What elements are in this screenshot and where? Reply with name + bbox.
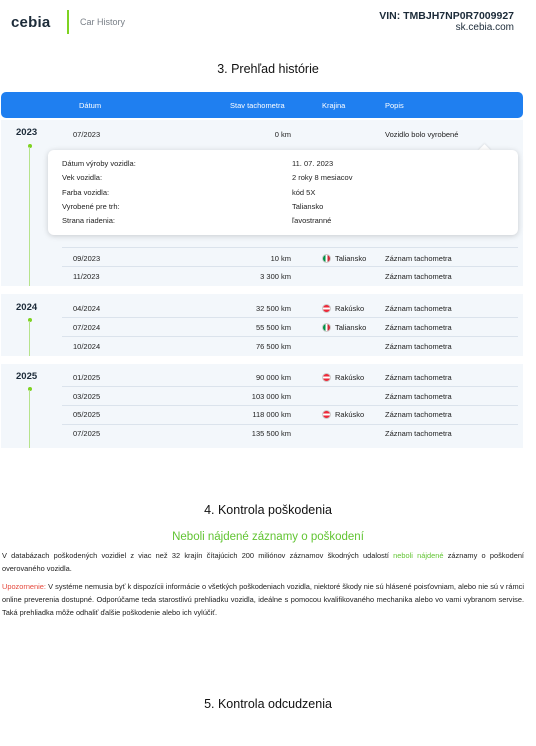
para-highlight: neboli nájdené bbox=[393, 551, 444, 560]
row-description: Záznam tachometra bbox=[385, 429, 452, 438]
para-text: záznamy o poškodení overovaného vozidla. bbox=[2, 551, 524, 573]
report-header bbox=[0, 0, 536, 46]
table-row[interactable] bbox=[0, 125, 536, 143]
col-header-description: Popis bbox=[385, 101, 404, 110]
table-row[interactable] bbox=[0, 249, 536, 267]
austria-flag-icon bbox=[322, 304, 331, 313]
report-subtitle: Car History bbox=[80, 17, 126, 27]
italy-flag-icon bbox=[322, 323, 331, 332]
row-description: Záznam tachometra bbox=[385, 373, 452, 382]
row-country bbox=[322, 304, 364, 313]
row-odometer: 118 000 km bbox=[252, 410, 291, 419]
detail-value: Taliansko bbox=[292, 202, 324, 211]
row-description: Vozidlo bolo vyrobené bbox=[385, 130, 459, 139]
row-date: 07/2025 bbox=[73, 429, 101, 438]
row-divider bbox=[62, 247, 518, 248]
austria-flag-icon bbox=[322, 373, 331, 382]
section-title-history: 3. Prehľad histórie bbox=[217, 62, 319, 76]
table-row[interactable] bbox=[0, 299, 536, 317]
row-description: Záznam tachometra bbox=[385, 342, 452, 351]
col-header-country: Krajina bbox=[322, 101, 346, 110]
detail-label: Dátum výroby vozidla: bbox=[62, 159, 136, 168]
detail-label: Vek vozidla: bbox=[62, 173, 103, 182]
detail-value: 11. 07. 2023 bbox=[292, 159, 334, 168]
history-table-header bbox=[1, 92, 523, 118]
damage-info-paragraph bbox=[2, 549, 524, 575]
table-row[interactable] bbox=[0, 387, 536, 405]
row-description: Záznam tachometra bbox=[385, 272, 452, 281]
row-date: 11/2023 bbox=[73, 272, 100, 281]
para-text: V databázach poškodených vozidiel z viac než 32 krajín čítajúcich 200 miliónov záznamov škodných udalostí bbox=[2, 551, 394, 560]
table-row[interactable] bbox=[0, 424, 536, 442]
vehicle-details-popup bbox=[48, 150, 518, 235]
row-odometer: 90 000 km bbox=[255, 373, 291, 382]
row-odometer: 76 500 km bbox=[255, 342, 291, 351]
row-country bbox=[322, 323, 366, 332]
warning-text: V systéme nemusia byť k dispozícii informácie o všetkých poškodeniach vozidla, niektoré škody nie sú hlásené poisťovniam, alebo nie sú v rámci online preverenia dostupné. Odporúčame teda starostlivú prehliadku vozidla, ideálne s pomocou kvalifikovaného mechanika alebo vo vami vybranom servise. Taká prehliadka môže odhaliť ďalšie poškodenie alebo ich vylúčiť. bbox=[2, 582, 524, 617]
row-odometer: 32 500 km bbox=[255, 304, 291, 313]
detail-label: Strana riadenia: bbox=[62, 216, 115, 225]
site-link[interactable]: sk.cebia.com bbox=[455, 22, 514, 33]
cebia-logo: cebia bbox=[11, 14, 51, 31]
row-country bbox=[322, 254, 366, 263]
detail-value: 2 roky 8 mesiacov bbox=[292, 173, 353, 182]
year-label: 2023 bbox=[16, 127, 38, 138]
col-header-odometer: Stav tachometra bbox=[230, 101, 285, 110]
section-title-damage: 4. Kontrola poškodenia bbox=[204, 503, 332, 517]
country-name: Taliansko bbox=[335, 323, 367, 332]
detail-label: Farba vozidla: bbox=[62, 188, 110, 197]
row-description: Záznam tachometra bbox=[385, 304, 452, 313]
row-date: 03/2025 bbox=[73, 392, 101, 401]
year-label: 2024 bbox=[16, 302, 38, 313]
row-odometer: 0 km bbox=[274, 130, 291, 139]
row-description: Záznam tachometra bbox=[385, 410, 452, 419]
row-odometer: 3 300 km bbox=[260, 272, 291, 281]
detail-value: kód 5X bbox=[292, 188, 316, 197]
damage-warning-paragraph bbox=[2, 580, 524, 619]
row-date: 05/2025 bbox=[73, 410, 101, 419]
row-date: 10/2024 bbox=[73, 342, 101, 351]
row-date: 04/2024 bbox=[73, 304, 101, 313]
country-name: Rakúsko bbox=[335, 304, 365, 313]
country-name: Taliansko bbox=[335, 254, 367, 263]
row-date: 01/2025 bbox=[73, 373, 101, 382]
row-date: 07/2023 bbox=[73, 130, 101, 139]
row-odometer: 10 km bbox=[270, 254, 291, 263]
row-date: 07/2024 bbox=[73, 323, 101, 332]
row-description: Záznam tachometra bbox=[385, 254, 452, 263]
logo-divider bbox=[67, 10, 69, 34]
row-description: Záznam tachometra bbox=[385, 392, 452, 401]
country-name: Rakúsko bbox=[335, 373, 365, 382]
row-odometer: 135 500 km bbox=[251, 429, 291, 438]
row-description: Záznam tachometra bbox=[385, 323, 452, 332]
table-row[interactable] bbox=[0, 318, 536, 336]
detail-label: Vyrobené pre trh: bbox=[62, 202, 120, 211]
table-row[interactable] bbox=[0, 368, 536, 386]
year-label: 2025 bbox=[16, 371, 38, 382]
austria-flag-icon bbox=[322, 410, 331, 419]
row-date: 09/2023 bbox=[73, 254, 101, 263]
table-row[interactable] bbox=[0, 405, 536, 423]
row-country bbox=[322, 410, 364, 419]
row-country bbox=[322, 373, 364, 382]
country-name: Rakúsko bbox=[335, 410, 365, 419]
row-odometer: 55 500 km bbox=[255, 323, 291, 332]
italy-flag-icon bbox=[322, 254, 331, 263]
col-header-date: Dátum bbox=[79, 101, 102, 110]
warning-label: Upozornenie: bbox=[2, 582, 46, 591]
detail-value: ľavostranné bbox=[292, 216, 332, 225]
section-title-theft: 5. Kontrola odcudzenia bbox=[204, 697, 332, 711]
row-odometer: 103 000 km bbox=[251, 392, 291, 401]
vin-number: VIN: TMBJH7NP0R7009927 bbox=[379, 10, 514, 22]
no-damage-headline: Neboli nájdené záznamy o poškodení bbox=[172, 531, 364, 543]
table-row[interactable] bbox=[0, 337, 536, 355]
table-row[interactable] bbox=[0, 267, 536, 285]
